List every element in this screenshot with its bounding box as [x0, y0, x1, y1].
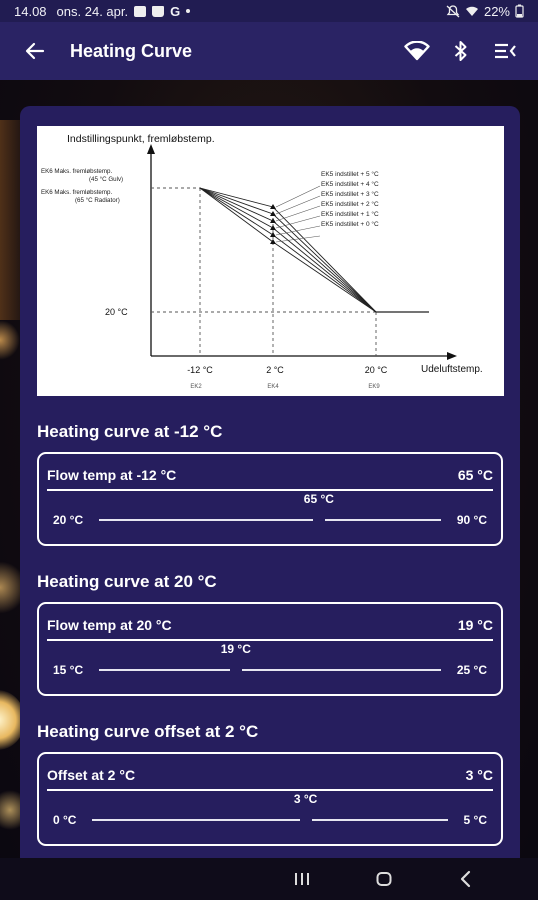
- slider-max-label: 90 °C: [456, 513, 487, 527]
- left-label-2b: (65 °C Radiator): [75, 197, 120, 204]
- bag-icon: [152, 6, 164, 17]
- home-icon: [375, 870, 393, 888]
- slider-track[interactable]: [312, 819, 448, 821]
- divider: [47, 789, 493, 791]
- mute-icon: [446, 5, 460, 18]
- menu-icon: [493, 41, 517, 61]
- legend-item: EK5 indstillet + 3 °C: [321, 191, 379, 198]
- status-time: 14.08: [14, 3, 47, 19]
- section-title: Heating curve at -12 °C: [37, 422, 223, 441]
- y-tick-20: 20 °C: [105, 307, 128, 317]
- x-tick: 20 °C: [364, 365, 388, 375]
- status-date: ons. 24. apr.: [56, 3, 129, 19]
- battery-icon: [515, 4, 524, 18]
- heating-curve-diagram: [37, 126, 504, 396]
- x-tick: -12 °C: [187, 365, 213, 375]
- legend-item: EK5 indstillet + 2 °C: [321, 201, 379, 208]
- google-icon: G: [170, 3, 181, 19]
- x-sub: EK2: [190, 384, 202, 390]
- bokeh-light: [0, 320, 20, 360]
- left-label-1b: (45 °C Gulv): [89, 176, 124, 183]
- legend-item: EK5 indstillet + 1 °C: [321, 211, 379, 218]
- setting-value: 3 °C: [465, 767, 493, 783]
- slider-track[interactable]: [92, 819, 300, 821]
- flow-temp-slider[interactable]: [53, 492, 487, 528]
- system-nav-bar: [0, 858, 538, 900]
- flow-temp-slider[interactable]: [53, 642, 487, 678]
- slider-thumb-label: 3 °C: [293, 792, 318, 806]
- status-bar: [0, 0, 538, 22]
- x-axis-arrow: [447, 352, 457, 360]
- left-label-1a: EK6 Maks. fremløbstemp.: [41, 168, 113, 175]
- recents-button[interactable]: [290, 867, 314, 891]
- diagram-svg: [37, 126, 504, 396]
- slider-min-label: 0 °C: [53, 813, 77, 827]
- page-title: Heating Curve: [70, 40, 193, 61]
- back-icon: [459, 870, 473, 888]
- section-title: Heating curve offset at 2 °C: [37, 722, 259, 741]
- slider-track[interactable]: [99, 519, 313, 521]
- slider-min-label: 20 °C: [53, 513, 84, 527]
- slider-thumb-label: 65 °C: [303, 492, 334, 506]
- battery-percent: 22%: [483, 3, 510, 19]
- system-back-button[interactable]: [454, 867, 478, 891]
- divider: [47, 489, 493, 491]
- app-bar: [0, 22, 538, 80]
- legend-item: EK5 indstillet + 4 °C: [321, 181, 379, 188]
- photo-icon: [134, 6, 146, 17]
- slider-thumb[interactable]: [231, 664, 241, 676]
- bluetooth-button[interactable]: [446, 36, 476, 66]
- left-label-2a: EK6 Maks. fremløbstemp.: [41, 189, 113, 196]
- slider-track[interactable]: [242, 669, 441, 671]
- x-sub: EK4: [267, 384, 279, 390]
- legend-leaders: [276, 186, 320, 242]
- legend-item: EK5 indstillet + 5 °C: [321, 171, 379, 178]
- slider-thumb-label: 19 °C: [220, 642, 251, 656]
- divider: [47, 639, 493, 641]
- recents-icon: [293, 871, 311, 887]
- slider-track[interactable]: [99, 669, 230, 671]
- setting-label: Flow temp at 20 °C: [47, 617, 172, 633]
- wifi-icon: [404, 41, 430, 61]
- setting-label: Offset at 2 °C: [47, 767, 136, 783]
- setting-card: [37, 602, 503, 696]
- slider-track[interactable]: [325, 519, 441, 521]
- section-title: Heating curve at 20 °C: [37, 572, 217, 591]
- signal-wifi-icon: [465, 5, 479, 17]
- notification-dot-icon: [186, 9, 190, 13]
- setting-value: 65 °C: [457, 467, 493, 483]
- offset-slider[interactable]: [53, 792, 487, 828]
- slider-max-label: 25 °C: [456, 663, 487, 677]
- slider-thumb[interactable]: [314, 514, 324, 526]
- setting-card: [37, 752, 503, 846]
- slider-thumb[interactable]: [301, 814, 311, 826]
- setting-value: 19 °C: [457, 617, 493, 633]
- back-button[interactable]: [18, 34, 52, 68]
- x-axis-label: Udeluftstemp.: [421, 364, 483, 375]
- slider-min-label: 15 °C: [53, 663, 84, 677]
- setting-card: [37, 452, 503, 546]
- y-axis-arrow: [147, 144, 155, 154]
- y-axis-label: Indstillingspunkt, fremløbstemp.: [67, 133, 215, 145]
- setting-label: Flow temp at -12 °C: [47, 467, 177, 483]
- x-sub: EK9: [368, 384, 380, 390]
- menu-button[interactable]: [490, 36, 520, 66]
- legend-item: EK5 indstillet + 0 °C: [321, 221, 379, 228]
- home-button[interactable]: [372, 867, 396, 891]
- wifi-button[interactable]: [402, 36, 432, 66]
- bluetooth-icon: [454, 40, 468, 62]
- x-tick: 2 °C: [266, 365, 284, 375]
- content-panel: [20, 106, 520, 858]
- arrow-back-icon: [25, 41, 45, 61]
- slider-max-label: 5 °C: [463, 813, 487, 827]
